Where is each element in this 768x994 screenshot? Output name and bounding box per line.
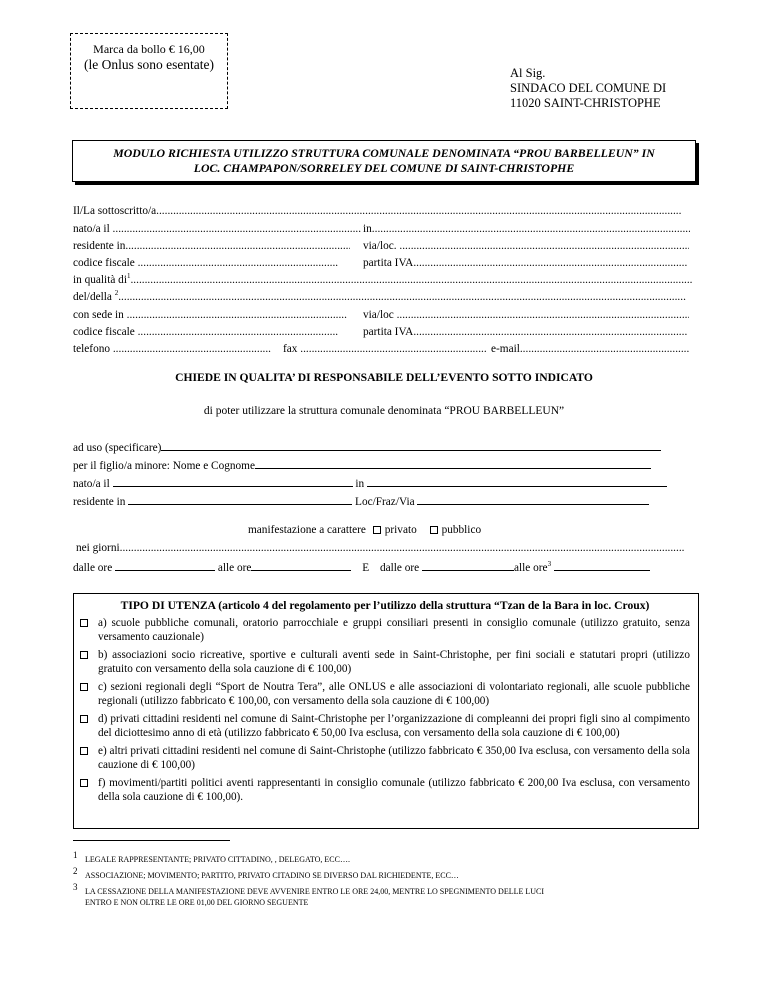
field-codice-fiscale[interactable] <box>73 256 695 270</box>
address-line-2: SINDACO DEL COMUNE DI <box>510 81 667 95</box>
footnote-separator <box>73 840 230 841</box>
field-contatti[interactable] <box>73 342 695 356</box>
label-nato: nato/a il <box>73 478 110 490</box>
label-pubblico: pubblico <box>441 524 482 536</box>
underline <box>251 559 351 571</box>
field-manifestazione <box>248 523 648 537</box>
field-sede[interactable] <box>73 308 695 322</box>
label-residente: residente in <box>73 240 126 252</box>
footnote-ref: 2 <box>114 290 119 297</box>
label-e: E <box>362 562 370 574</box>
label-email: e-mail <box>491 343 520 355</box>
form-title-box <box>72 140 696 182</box>
dotted-line <box>130 273 692 287</box>
dotted-line <box>113 222 361 236</box>
underline <box>417 493 649 505</box>
dotted-line <box>138 256 338 270</box>
footnote-text: LA CESSAZIONE DELLA MANIFESTAZIONE DEVE AVVENIRE ENTRO LE ORE 24,00, MENTRE LO SPEGNIMENTO DELLE LUCI <box>85 887 545 896</box>
option-text: f) movimenti/partiti politici aventi rappresentanti in consiglio comunale (utilizzo fabbricato € 200,00 Iva esclusa, con versamento della sola cauzione di € 100,00). <box>98 777 690 803</box>
underline <box>128 493 352 505</box>
footnote-text: ASSOCIAZIONE; MOVIMENTO; PARTITO, PRIVATO CITADINO SE DIVERSO DAL RICHIEDENTE, ECC… <box>85 871 459 880</box>
option-text: b) associazioni socio ricreative, sportive e culturali aventi sede in Saint-Christophe, per fini sociali e statutari propri (utilizzo gratuito con versamento della sola cauzione di € 100,00) <box>98 649 690 675</box>
utenza-option-f[interactable] <box>80 776 690 804</box>
utenza-box <box>73 593 699 829</box>
utenza-option-e[interactable] <box>80 744 690 772</box>
footnote-text: LEGALE RAPPRESENTANTE; PRIVATO CITTADINO, , DELEGATO, ECC…. <box>85 855 350 864</box>
field-figlio-nato[interactable] <box>73 475 695 490</box>
checkbox[interactable] <box>80 779 88 787</box>
label-giorni: nei giorni <box>76 542 120 554</box>
dotted-line <box>413 325 688 339</box>
label-via: via/loc <box>363 309 394 321</box>
field-figlio[interactable] <box>73 457 695 472</box>
address-line-1: Al Sig. <box>510 66 546 80</box>
label-sede: con sede in <box>73 309 124 321</box>
field-orari[interactable] <box>73 559 695 575</box>
label-codice-fiscale: codice fiscale <box>73 257 135 269</box>
field-nato[interactable] <box>73 222 695 236</box>
underline <box>422 559 514 571</box>
dotted-line <box>397 308 689 322</box>
label-in: in <box>355 478 365 490</box>
dotted-line <box>138 325 338 339</box>
checkbox-pubblico[interactable] <box>430 526 438 534</box>
utenza-option-a[interactable] <box>80 616 690 644</box>
label-nato: nato/a il <box>73 223 110 235</box>
label-partita-iva: partita IVA <box>363 257 414 269</box>
footnote-ref: 3 <box>547 560 552 568</box>
label-figlio: per il figlio/a minore: Nome e Cognome <box>73 460 255 472</box>
form-title-line-1: MODULO RICHIESTA UTILIZZO STRUTTURA COMUNALE DENOMINATA “PROU BARBELLEUN” IN <box>113 146 655 160</box>
field-qualita[interactable] <box>73 273 695 287</box>
label-sottoscritto: Il/La sottoscritto/a <box>73 205 157 217</box>
dotted-line <box>113 342 271 356</box>
footnote-number: 1 <box>73 850 78 860</box>
field-residente[interactable] <box>73 239 695 253</box>
underline <box>113 475 353 487</box>
footnote-text: ENTRO E NON OLTRE LE ORE 01,00 DEL GIORNO SEGUENTE <box>85 898 309 907</box>
field-della[interactable] <box>73 290 695 304</box>
label-dalle-ore: dalle ore <box>73 562 113 574</box>
underline <box>115 559 215 571</box>
utenza-option-b[interactable] <box>80 648 690 676</box>
checkbox[interactable] <box>80 619 88 627</box>
dotted-line <box>300 342 486 356</box>
label-manifestazione: manifestazione a carattere <box>248 524 366 536</box>
checkbox[interactable] <box>80 683 88 691</box>
dotted-line <box>125 239 350 253</box>
label-uso: ad uso (specificare) <box>73 442 162 454</box>
option-text: e) altri privati cittadini residenti nel comune di Saint-Christophe (utilizzo fabbricato € 350,00 Iva esclusa, con versamento della sola cauzione di € 100,00) <box>98 745 690 771</box>
request-subheading: di poter utilizzare la struttura comunale denominata “PROU BARBELLEUN” <box>203 405 565 417</box>
footnote-number: 2 <box>73 866 78 876</box>
label-privato: privato <box>384 524 417 536</box>
field-codice-fiscale-2[interactable] <box>73 325 695 339</box>
stamp-line-1: Marca da bollo € 16,00 <box>93 42 205 56</box>
stamp-box <box>70 33 228 109</box>
underline <box>255 457 651 469</box>
underline <box>367 475 667 487</box>
field-giorni[interactable] <box>76 541 695 555</box>
dotted-line <box>413 256 688 270</box>
recipient-address <box>510 66 666 111</box>
field-figlio-residente[interactable] <box>73 493 695 508</box>
dotted-line <box>520 342 690 356</box>
label-in: in <box>363 223 372 235</box>
option-text: d) privati cittadini residenti nel comune di Saint-Christophe per l’organizzazione di compleanni dei propri figli sino al compimento del diciottesimo anno di età (utilizzo fabbricato € 50,00 Iva esclusa, con versamento della sola cauzione di € 100,00) <box>98 713 690 739</box>
utenza-heading: TIPO DI UTENZA (articolo 4 del regolamento per l’utilizzo della struttura “Tzan de la Bara in loc. Croux) <box>120 599 650 612</box>
dotted-line <box>127 308 347 322</box>
label-partita-iva: partita IVA <box>363 326 414 338</box>
request-heading: CHIEDE IN QUALITA’ DI RESPONSABILE DELL’EVENTO SOTTO INDICATO <box>175 371 593 384</box>
utenza-option-d[interactable] <box>80 712 690 740</box>
label-codice-fiscale: codice fiscale <box>73 326 135 338</box>
dotted-line <box>118 290 686 304</box>
checkbox-privato[interactable] <box>373 526 381 534</box>
dotted-line <box>156 204 682 218</box>
stamp-line-2: (le Onlus sono esentate) <box>83 57 215 72</box>
label-telefono: telefono <box>73 343 111 355</box>
checkbox[interactable] <box>80 747 88 755</box>
checkbox[interactable] <box>80 715 88 723</box>
utenza-option-c[interactable] <box>80 680 690 708</box>
label-qualita: in qualità di <box>73 274 127 286</box>
option-text: a) scuole pubbliche comunali, oratorio parrocchiale e gruppi consiliari presenti in consiglio comunale (utilizzo gratuito, senza versamento cauzionale) <box>98 617 690 643</box>
footnote-ref: 1 <box>126 273 131 280</box>
footnote-number: 3 <box>73 882 78 892</box>
dotted-line <box>120 541 685 555</box>
label-della: del/della <box>73 291 112 303</box>
underline <box>161 439 661 451</box>
checkbox[interactable] <box>80 651 88 659</box>
form-title-line-2: LOC. CHAMPAPON/SORRELEY DEL COMUNE DI SAINT-CHRISTOPHE <box>193 161 575 175</box>
label-loc: Loc/Fraz/Via <box>355 496 415 508</box>
dotted-line <box>372 222 690 236</box>
underline <box>554 559 650 571</box>
label-dalle-ore: dalle ore <box>379 562 420 574</box>
address-line-3: 11020 SAINT-CHRISTOPHE <box>510 96 661 110</box>
label-residente: residente in <box>73 496 126 508</box>
field-sottoscritto[interactable] <box>73 204 695 218</box>
label-alle-ore: alle ore <box>217 562 252 574</box>
dotted-line <box>399 239 689 253</box>
label-fax: fax <box>283 343 298 355</box>
field-uso[interactable] <box>73 439 695 454</box>
label-alle-ore: alle ore <box>514 562 548 574</box>
label-via: via/loc. <box>363 240 397 252</box>
option-text: c) sezioni regionali degli “Sport de Noutra Tera”, alle ONLUS e alle associazioni di volontariato regionali, alle scuole pubbliche regionali (utilizzo fabbricato € 100,00, con versamento della sola cauzione di € 100,00) <box>98 681 690 707</box>
